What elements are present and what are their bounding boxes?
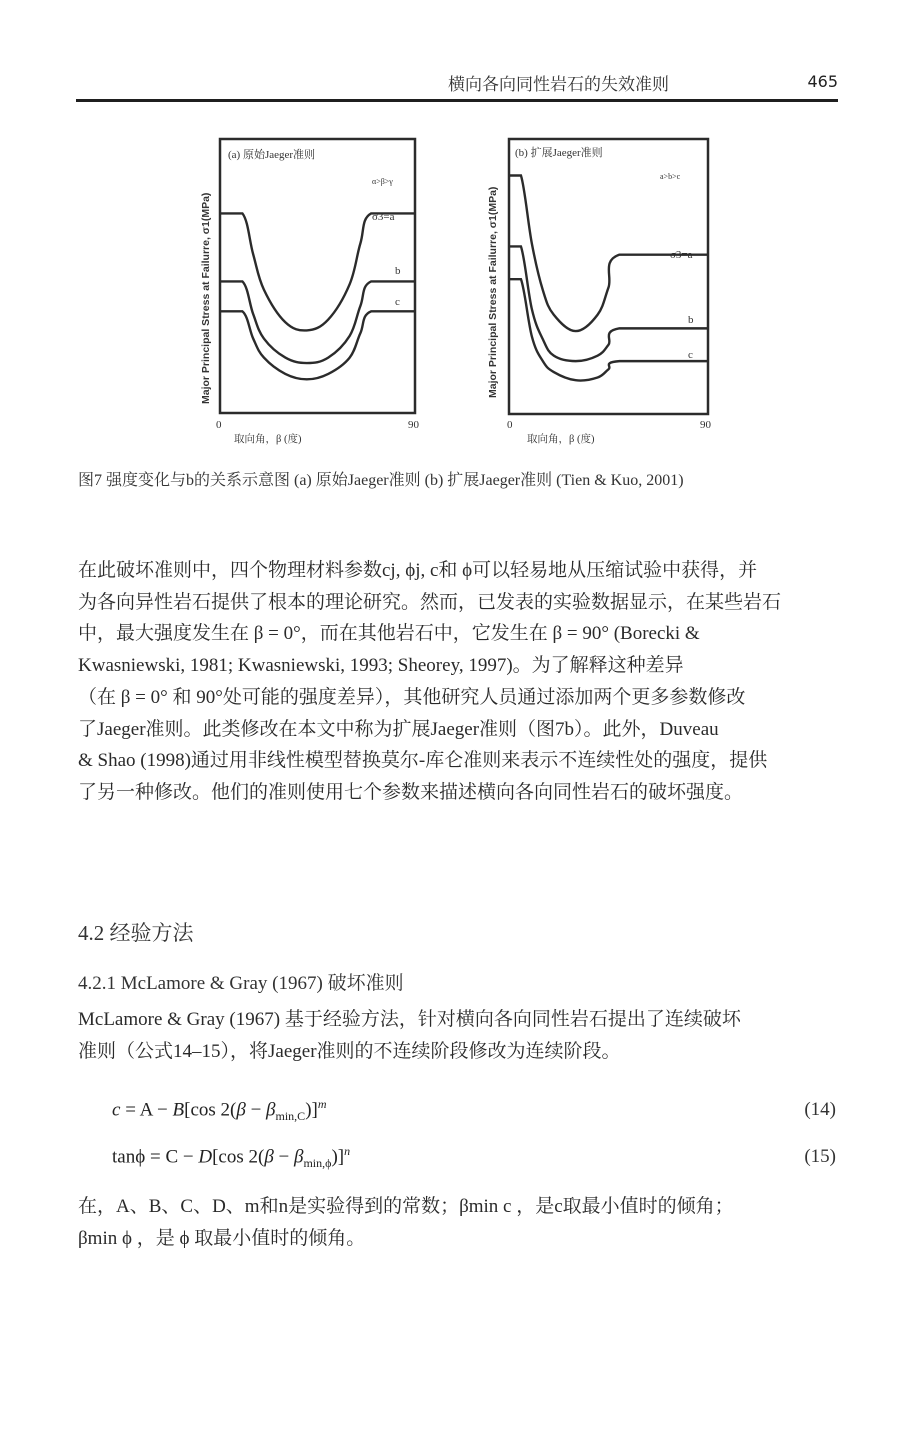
figure-a-chart (196, 136, 446, 446)
x-axis-label: 取向角，β (度) (234, 434, 302, 445)
equation-15: tanϕ = C − D[cos $2(\beta - \beta_{min,\phi})]^n$ (112, 1144, 351, 1171)
text-line: 为各向异性岩石提供了根本的理论研究。然而，已发表的实验数据显示，在某些岩石 (78, 591, 782, 613)
header-rule (76, 99, 838, 102)
figure-a (196, 136, 446, 446)
text-line: McLamore & Gray (1967) 基于经验方法，针对横向各向同性岩石提出了连续破坏 (78, 1009, 741, 1030)
paragraph-2 (78, 1004, 838, 1067)
text-line: 在此破坏准则中，四个物理材料参数cj, ϕj, c和 ϕ可以轻易地从压缩试验中获得，并 (78, 560, 758, 581)
running-title: 横向各向同性岩石的失效准则 (448, 75, 669, 95)
equation-number-14: (14) (804, 1099, 836, 1120)
text-line: 了另一种修改。他们的准则使用七个参数来描述横向各向同性岩石的破坏强度。 (78, 781, 744, 803)
x-tick-0: 0 (216, 419, 222, 431)
section-heading: 4.2 经验方法 (78, 921, 194, 945)
text-line: 了Jaeger准则。此类修改在本文中称为扩展Jaeger准则（图7b）。此外，Duveau (78, 718, 719, 740)
paragraph-3 (78, 1191, 838, 1254)
x-axis-label: 取向角，β (度) (527, 434, 595, 445)
text-line: 在，A、B、C、D、m和n是实验得到的常数；βmin c ，是c取最小值时的倾角； (78, 1196, 734, 1217)
text-line: 中，最大强度发生在 β = 0°，而在其他岩石中，它发生在 β = 90° (Borecki & (78, 623, 700, 645)
figure-b (482, 136, 732, 446)
y-axis-label: Major Principal Stress at Failurre, σ1(MPa) (200, 192, 212, 404)
series-line-a (221, 213, 414, 330)
y-axis-label: Major Principal Stress at Failurre, σ1(MPa) (487, 186, 499, 398)
page-number: 465 (807, 72, 838, 91)
paragraph-1 (78, 555, 838, 809)
series-line-b (221, 281, 414, 363)
equation-14: c = A − B[cos $2(\beta - \beta_{min,C})]^m$ (112, 1097, 327, 1124)
text-line: βmin ϕ ，是 ϕ 取最小值时的倾角。 (78, 1227, 366, 1249)
x-tick-0: 0 (507, 419, 513, 431)
curve-label-a: σ3=a (372, 211, 395, 223)
panel-label: (b) 扩展Jaeger准则 (515, 147, 603, 159)
x-tick-90: 90 (700, 419, 711, 431)
figure-b-chart (482, 136, 732, 446)
curve-label-a: σ3=a (670, 249, 693, 261)
curve-label-c: c (395, 296, 400, 308)
text-line: 准则（公式14–15），将Jaeger准则的不连续阶段修改为连续阶段。 (78, 1040, 621, 1062)
text-line: Kwasniewski, 1981; Kwasniewski, 1993; Sheorey, 1997)。为了解释这种差异 (78, 655, 684, 677)
equation-number-15: (15) (804, 1146, 836, 1167)
text-line: （在 β = 0° 和 90°处可能的强度差异），其他研究人员通过添加两个更多参数修改 (78, 686, 746, 708)
x-tick-90: 90 (408, 419, 419, 431)
subsection-heading: 4.2.1 McLamore & Gray (1967) 破坏准则 (78, 973, 404, 994)
order-note: a>b>c (660, 172, 681, 181)
figure-caption: 图7 强度变化与b的关系示意图 (a) 原始Jaeger准则 (b) 扩展Jaeger准则 (Tien & Kuo, 2001) (78, 472, 684, 489)
curve-label-b: b (688, 314, 694, 326)
text-line: & Shao (1998)通过用非线性模型替换莫尔-库仑准则来表示不连续性处的强度，提供 (78, 750, 768, 772)
panel-label: (a) 原始Jaeger准则 (228, 149, 316, 161)
order-note: α>β>γ (372, 177, 393, 186)
curve-label-c: c (688, 349, 693, 361)
curve-label-b: b (395, 265, 401, 277)
series-line-c (221, 311, 414, 379)
